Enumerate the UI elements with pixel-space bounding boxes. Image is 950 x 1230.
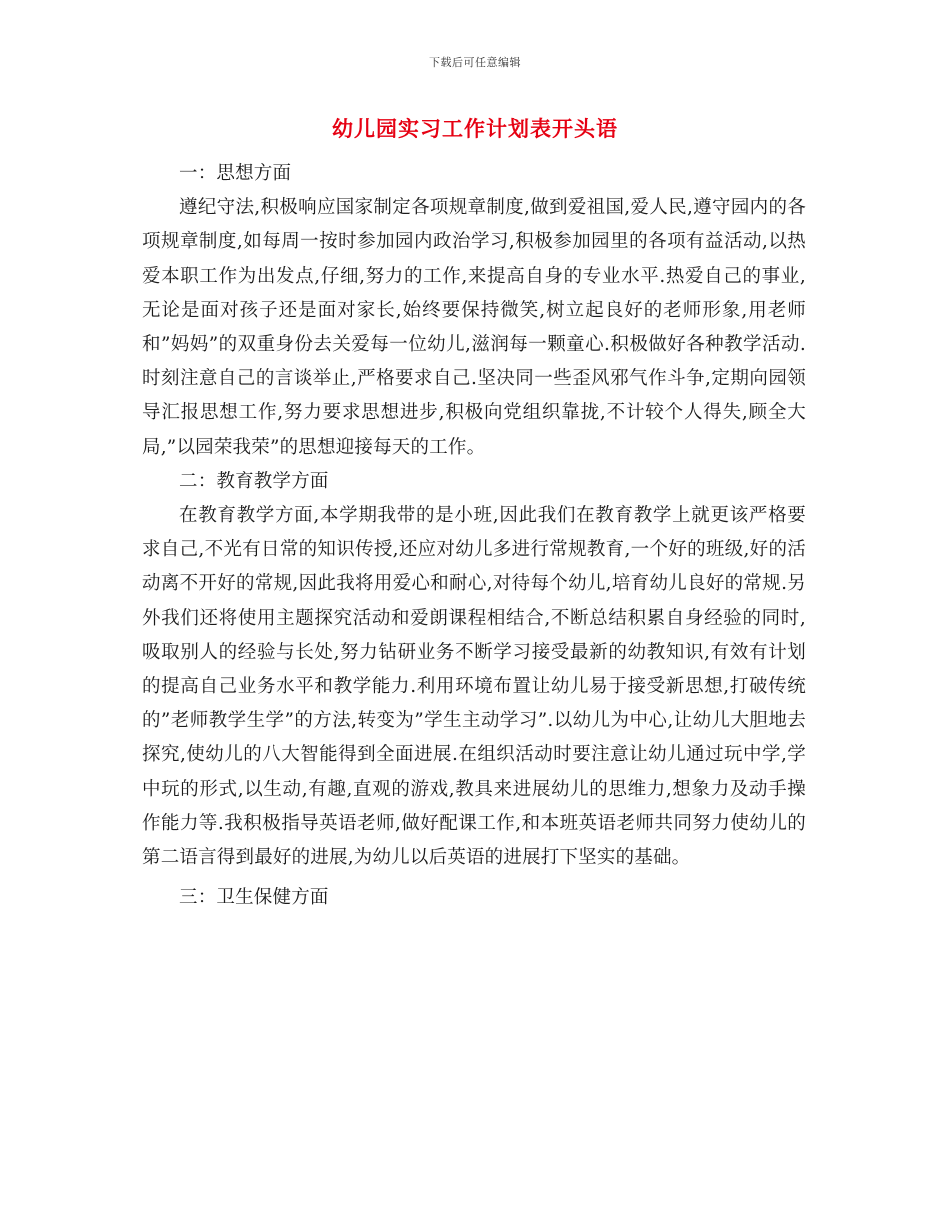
header-note: 下载后可任意编辑 bbox=[429, 56, 521, 69]
section-heading-teaching: 二：教育教学方面 bbox=[179, 470, 329, 492]
section-body-thought: 遵纪守法,积极响应国家制定各项规章制度,做到爱祖国,爱人民,遵守园内的各项规章制度,如每周一按时参加园内政治学习,积极参加园里的各项有益活动,以热爱本职工作为出发点,仔细,努力的工作,来提高自身的专业水平.热爱自己的事业,无论是面对孩子还是面对家长,始终要保持微笑,树立起良好的老师形象,用老师和”妈妈”的双重身份去关爱每一位幼儿,滋润每一颗童心.积极做好各种教学活动.时刻注意自己的言谈举止,严格要求自己.坚决同一些歪风邪气作斗争,定期向园领导汇报思想工作,努力要求思想进步,积极向党组织靠拢,不计较个人得失,顾全大局,”以园荣我荣”的思想迎接每天的工作。 bbox=[142, 197, 806, 458]
document-title: 幼儿园实习工作计划表开头语 bbox=[332, 116, 618, 141]
document-body bbox=[142, 157, 806, 915]
section-heading-thought: 一：思想方面 bbox=[179, 163, 292, 184]
section-heading-health: 三：卫生保健方面 bbox=[179, 887, 329, 909]
section-body-teaching: 在教育教学方面,本学期我带的是小班,因此我们在教育教学上就更该严格要求自己,不光有日常的知识传授,还应对幼儿多进行常规教育,一个好的班级,好的活动离不开好的常规,因此我将用爱心和耐心,对待每个幼儿,培育幼儿良好的常规.另外我们还将使用主题探究活动和爱朗课程相结合,不断总结积累自身经验的同时,吸取别人的经验与长处,努力钻研业务不断学习接受最新的幼教知识,有效有计划的提高自己业务水平和教学能力.利用环境布置让幼儿易于接受新思想,打破传统的”老师教学生学”的方法,转变为”学生主动学习”.以幼儿为中心,让幼儿大胆地去探究,使幼儿的八大智能得到全面进展.在组织活动时要注意让幼儿通过玩中学,学中玩的形式,以生动,有趣,直观的游戏,教具来进展幼儿的思维力,想象力及动手操作能力等.我积极指导英语老师,做好配课工作,和本班英语老师共同努力使幼儿的第二语言得到最好的进展,为幼儿以后英语的进展打下坚实的基础。 bbox=[142, 505, 806, 869]
